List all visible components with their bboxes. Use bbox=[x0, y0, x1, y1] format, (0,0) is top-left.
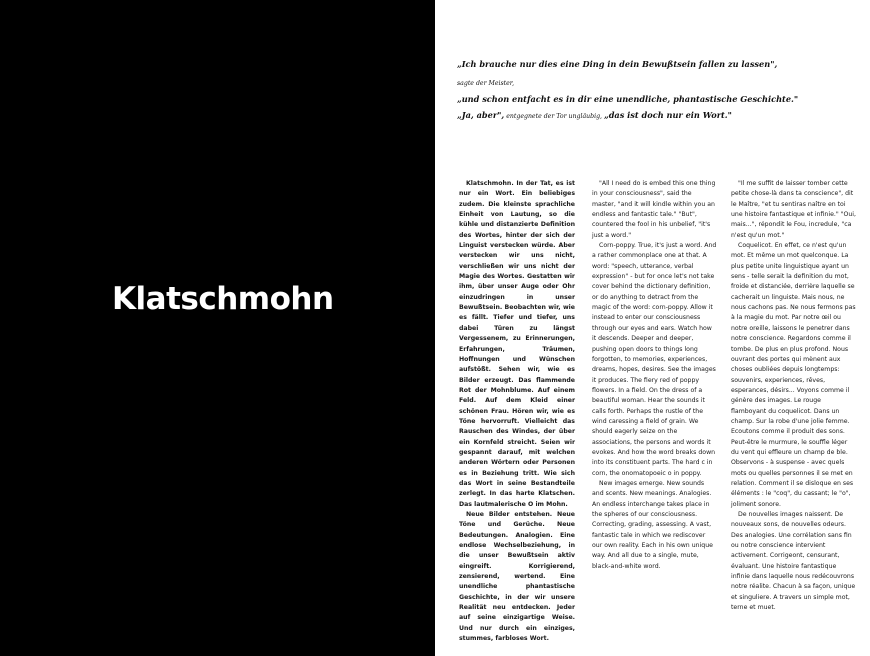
epigraph-line-4 bbox=[457, 110, 857, 122]
french-column bbox=[731, 179, 856, 613]
german-paragraph: Klatschmohn. In der Tat, es ist nur ein Wort. Ein beliebiges zudem. Die kleinste sprachliche Einheit von Lautung, so die kühle und distanzierte Definition des Wortes, hinter der sich der Linguist verstecken würde. Aber verstecken wir uns nicht, verschließen wir uns nicht der Magie des Wortes. Gestatten wir ihm, über unser Auge oder Ohr einzudringen in unser Bewußtsein. Beobachten wir, wie es fällt. Tiefer und tiefer, uns dabei Türen zu längst Vergessenem, zu Erinnerungen, Erfahrungen, Träumen, Hoffnungen und Wünschen aufstößt. Sehen wir, wie es Bilder erzeugt. Das flammende Rot der Mohnblume. Auf einem Feld. Auf dem Kleid einer schönen Frau. Hören wir, wie es Töne hervorruft. Vielleicht das Rauschen des Windes, der über ein Kornfeld streicht. Seien wir gespannt darauf, mit welchen anderen Wörtern oder Personen es in Beziehung tritt. Wie sich das Wort in seine Bestandteile zerlegt. In das harte Klatschen. Das lautmalerische O im Mohn. bbox=[459, 180, 575, 508]
german-paragraph: Neue Bilder entstehen. Neue Töne und Gerüche. Neue Bedeutungen. Analogien. Eine endlose Wechselbeziehung, in die unser Bewußtsein aktiv eingreift. Korrigierend, zensierend, wertend. Eine unendliche phantastische Geschichte, in der wir unsere Realität neu entdecken. Jeder auf seine einzigartige Weise. Und nur durch ein einziges, stummes, farbloses Wort. bbox=[459, 511, 575, 643]
page-title: Klatschmohn bbox=[112, 281, 334, 317]
french-paragraph: Coquelicot. En effet, ce n'est qu'un mot. Et même un mot quelconque. La plus petite unite linguistique ayant un sens - telle serait la definition du mot, froide et distanciée, derrière laquelle se cacherait un linguiste. Mais nous, ne nous cachons pas. Ne nous fermons pas à la magie du mot. Par notre œil ou notre oreille, laissons le penetrer dans notre conscience. Regardons comme il tombe. De plus en plus profond. Nous ouvrant des portes qui mènent aux choses oubliées depuis longtemps: souvenirs, experiences, rêves, esperances, désirs... Voyons comme il génère des images. Le rouge flamboyant du coquelicot. Dans un champ. Sur la robe d'une jolie femme. Ecoutons comme il produit des sons. Peut-être le murmure, le souffle léger du vent qui effleure un champ de ble. Observons - à suspense - avec quels mots ou quelles personnes il se met en relation. Comment il se disloque en ses éléments : le "coq", du cassant; le "o", joliment sonore. bbox=[731, 242, 856, 508]
french-paragraph: "Il me suffit de laisser tomber cette petite chose-là dans ta conscience", dit le Maître, "et tu sentiras naître en toi une histoire fantastique et infinie." "Oui, mais...", répondit le Fou, incredule, "ca n'est qu'un mot." bbox=[731, 180, 856, 239]
epigraph-line-3: „und schon entfacht es in dir eine unendliche, phantastische Geschichte." bbox=[457, 94, 799, 104]
english-column bbox=[592, 179, 717, 572]
epigraph-line-4-part-1: „Ja, aber", bbox=[457, 110, 505, 120]
epigraph-line-1: „Ich brauche nur dies eine Ding in dein Bewußtsein fallen zu lassen", bbox=[457, 59, 778, 69]
german-column bbox=[459, 179, 575, 644]
french-paragraph: De nouvelles images naissent. De nouveaux sons, de nouvelles odeurs. Des analogies. Une corrélation sans fin ou notre conscience intervient activement. Corrigeont, censurant, évaluant. Une histoire fantastique infinie dans laquelle nous redécouvrons notre réalite. Chacun à sa façon, unique et singuliere. A travers un simple mot, terne et muet. bbox=[731, 511, 856, 612]
english-paragraph: Corn-poppy. True, it's just a word. And a rather commonplace one at that. A word: "speech, utterance, verbal expression" - but for once let's not take cover behind the dictionary definition, or do anything to detract from the magic of the word: corn-poppy. Allow it instead to enter our consciousness through our eyes and ears. Watch how it descends. Deeper and deeper, pushing open doors to things long forgotten, to memories, experiences, dreams, hopes, desires. See the images it produces. The fiery red of poppy flowers. In a field. On the dress of a beautiful woman. Hear the sounds it calls forth. Perhaps the rustle of the wind caressing a field of grain. We should eagerly seize on the associations, the persons and words it evokes. And how the word breaks down into its constituent parts. The hard c in corn, the onomatopoeic o in poppy. bbox=[592, 242, 717, 477]
right-page bbox=[435, 0, 870, 656]
epigraph-line-2: sagte der Meister, bbox=[457, 80, 515, 87]
epigraph-line-4-part-2: entgegnete der Tor ungläubig, bbox=[504, 113, 604, 120]
english-paragraph: New images emerge. New sounds and scents. New meanings. Analogies. An endless interchange takes place in the spheres of our consciousness. Correcting, grading, assessing. A vast, fantastic tale in which we rediscover our own reality. Each in his own unique way. And all due to a single, mute, black-and-white word. bbox=[592, 479, 713, 570]
epigraph bbox=[457, 59, 857, 122]
epigraph-line-4-part-3: „das ist doch nur ein Wort." bbox=[603, 110, 732, 120]
english-paragraph: "All I need do is embed this one thing in your consciousness", said the master, "and it will kindle within you an endless and fantastic tale." "But", countered the fool in his unbelief, "it's just a word." bbox=[592, 180, 716, 239]
